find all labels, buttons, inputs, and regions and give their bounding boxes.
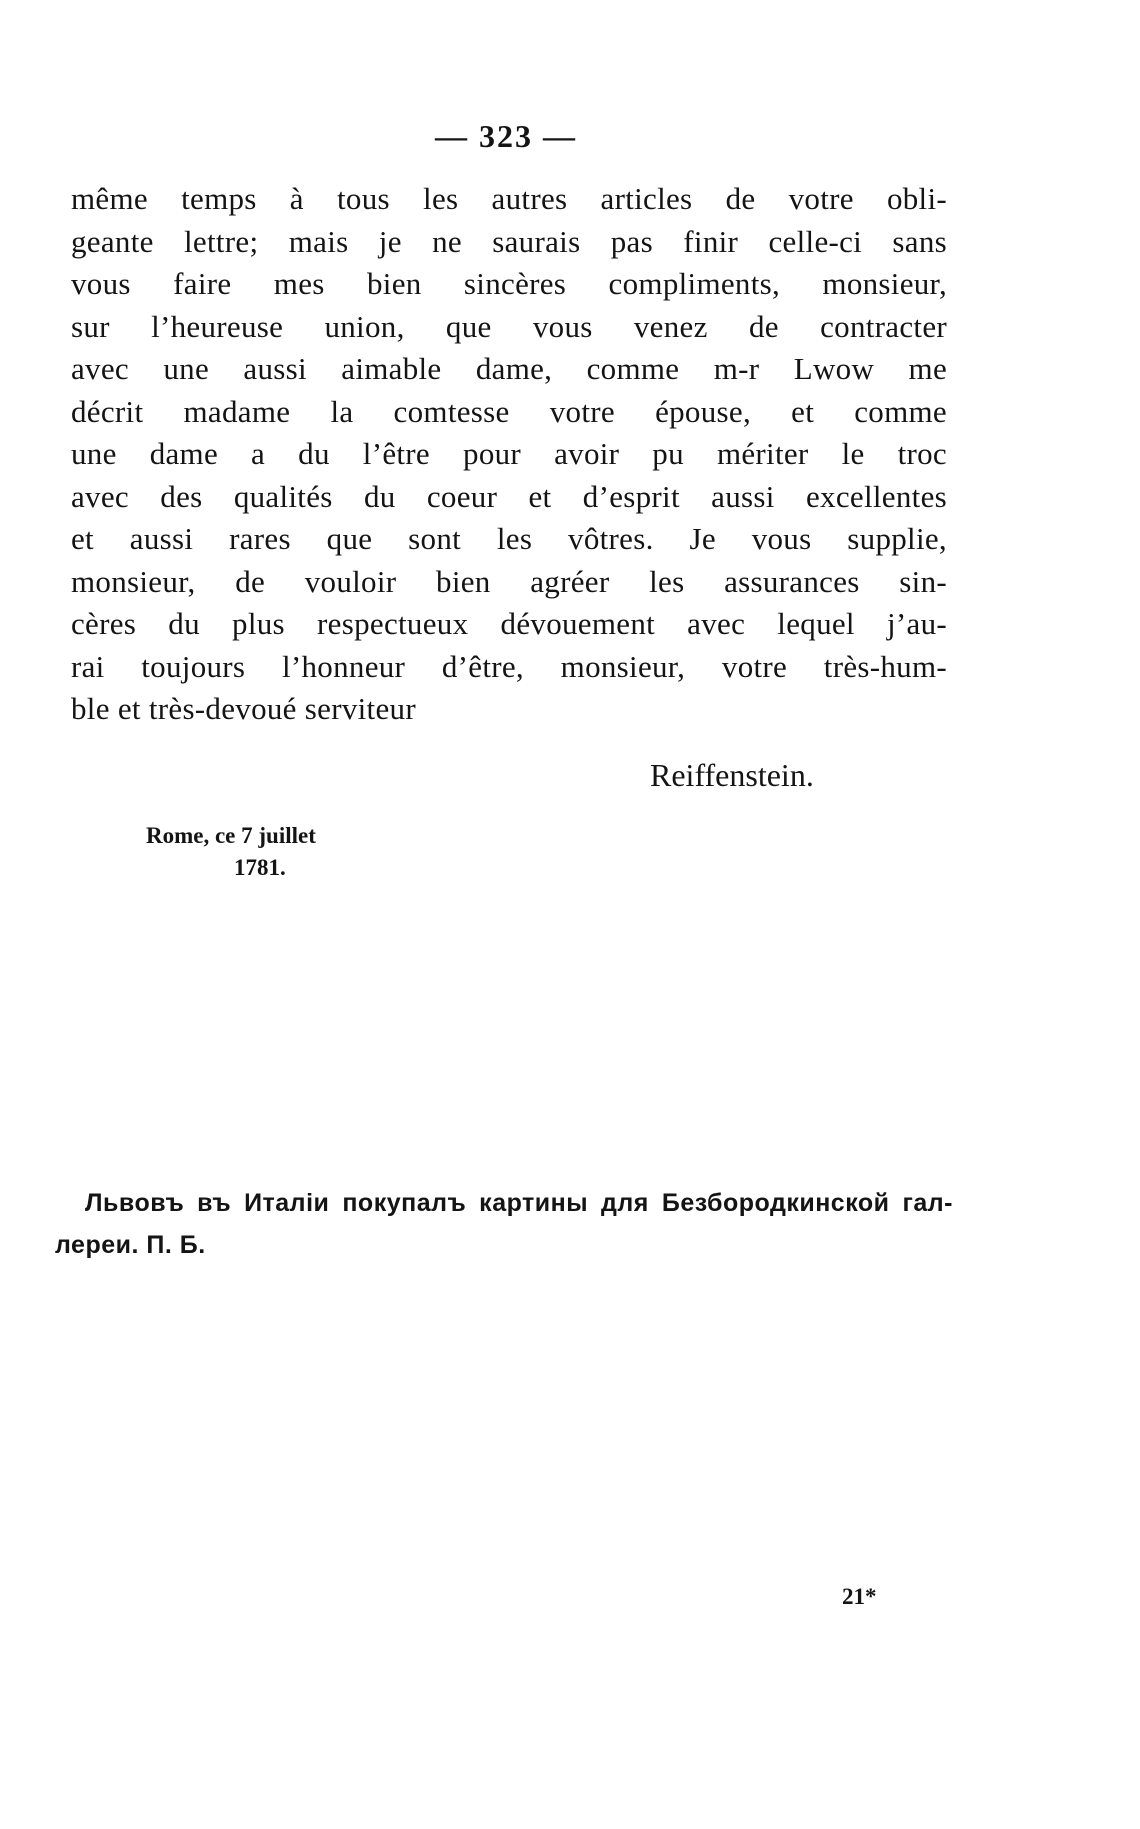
text-line: ble et très-devoué serviteur xyxy=(71,691,416,726)
letter-dateline xyxy=(146,820,316,884)
dateline-place-date: Rome, ce 7 juillet xyxy=(146,823,316,848)
letter-body xyxy=(71,178,947,731)
dateline-year: 1781. xyxy=(234,855,286,880)
text-line: et aussi rares que sont les vôtres. Je vous supplie, xyxy=(71,521,947,556)
text-line: même temps à tous les autres articles de votre obli- xyxy=(71,181,947,216)
page-number: — 323 — xyxy=(435,118,577,154)
text-line: une dame a du l’être pour avoir pu mériter le troc xyxy=(71,436,947,471)
text-line: décrit madame la comtesse votre épouse, et comme xyxy=(71,393,947,429)
text-line: avec des qualités du coeur et d’esprit aussi excellentes xyxy=(71,478,947,514)
text-line: vous faire mes bien sincères compliments, monsieur, xyxy=(71,266,947,301)
note-line: Львовъ въ Италіи покупалъ картины для Безбородкинской гал- xyxy=(85,1189,953,1217)
note-line: лереи. П. Б. xyxy=(55,1231,206,1259)
text-line: cères du plus respectueux dévouement avec lequel j’au- xyxy=(71,606,947,641)
text-line: sur l’heureuse union, que vous venez de contracter xyxy=(71,308,947,344)
text-line: avec une aussi aimable dame, comme m-r Lwow me xyxy=(71,351,947,386)
printer-signature-mark: 21* xyxy=(842,1584,877,1609)
text-line: geante lettre; mais je ne saurais pas finir celle-ci sans xyxy=(71,223,947,259)
editor-note xyxy=(55,1182,953,1266)
letter-signature: Reiffenstein. xyxy=(650,757,814,793)
text-line: rai toujours l’honneur d’être, monsieur, votre très-hum- xyxy=(71,648,947,684)
text-line: monsieur, de vouloir bien agréer les assurances sin- xyxy=(71,563,947,599)
